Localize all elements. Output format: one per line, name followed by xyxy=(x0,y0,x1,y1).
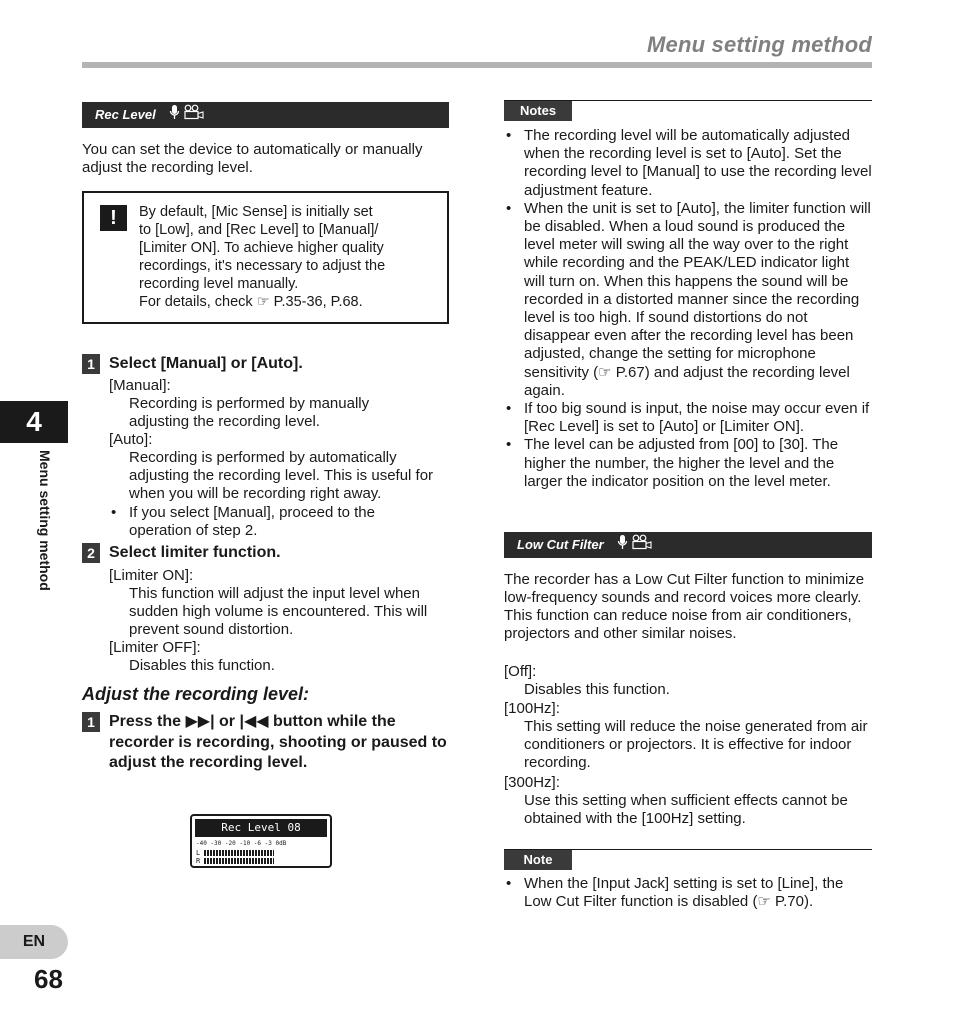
option-desc-300hz: Use this setting when sufficient effects cannot be obtained with the [100Hz] setting. xyxy=(524,792,848,827)
lcd-display xyxy=(190,814,332,868)
caution-text xyxy=(139,203,439,311)
video-camera-icon xyxy=(633,535,651,548)
rec-level-intro: You can set the device to automatically or manually adjust the recording level. xyxy=(82,141,423,176)
option-label-300hz: [300Hz]: xyxy=(504,774,560,791)
option-label-100hz: [100Hz]: xyxy=(504,700,560,717)
adjust-heading: Adjust the recording level: xyxy=(82,684,310,704)
chapter-label: Menu setting method xyxy=(37,450,53,591)
note-item: • If too big sound is input, the noise may occur even if [Rec Level] is set to [Auto] or [Limiter ON]. xyxy=(504,400,874,436)
page-number: 68 xyxy=(34,964,63,994)
language-badge: EN xyxy=(0,925,68,959)
rec-level-heading: Rec Level xyxy=(95,107,156,122)
bullet-item: • If you select [Manual], proceed to the operation of step 2. xyxy=(109,504,427,540)
note-list xyxy=(504,875,872,911)
microphone-icon xyxy=(169,104,205,120)
low-cut-intro: The recorder has a Low Cut Filter function to minimize low-frequency sounds and record voices more clearly. This function can reduce noise from air conditioners, projectors and other similar noises. xyxy=(504,571,865,642)
note-item: • The recording level will be automatically adjusted when the recording level is set to [Auto]. Set the recording level to [Manual] to use the recording level adjustment feature. xyxy=(504,127,874,200)
option-desc-limiter-off: Disables this function. xyxy=(129,657,275,674)
lcd-left-channel: L xyxy=(196,849,201,857)
note-label: Note xyxy=(504,850,572,870)
option-desc-off: Disables this function. xyxy=(524,681,670,698)
caution-line: recording level manually. xyxy=(139,276,299,292)
step-title: Select limiter function. xyxy=(109,544,281,561)
step1-bullet xyxy=(109,504,427,540)
notes-list xyxy=(504,127,874,491)
option-label-manual: [Manual]: xyxy=(109,377,171,394)
option-desc-auto: Recording is performed by automatically adjusting the recording level. This is useful for when you will be recording right away. xyxy=(129,449,434,502)
lcd-scale: -40 -30 -20 -10 -6 -3 0dB xyxy=(196,840,287,847)
chapter-tab: 4 xyxy=(0,401,68,443)
step-title: Select [Manual] or [Auto]. xyxy=(109,355,303,372)
note-item: • The level can be adjusted from [00] to [30]. The higher the number, the higher the level and the larger the indicator position on the level meter. xyxy=(504,436,874,491)
lcd-title: Rec Level 08 xyxy=(195,819,327,837)
option-label-limiter-off: [Limiter OFF]: xyxy=(109,639,201,656)
video-camera-icon xyxy=(185,105,203,118)
note-item: • When the [Input Jack] setting is set to [Line], the Low Cut Filter function is disabled (☞ P.70). xyxy=(504,875,872,911)
rec-level-heading-bar xyxy=(82,102,449,128)
option-desc-manual: Recording is performed by manually adjusting the recording level. xyxy=(129,395,370,430)
notes-label: Notes xyxy=(504,101,572,121)
option-desc-limiter-on: This function will adjust the input level when sudden high volume is encountered. This will prevent sound distortion. xyxy=(129,585,428,638)
option-label-off: [Off]: xyxy=(504,663,537,680)
step-number: 1 xyxy=(82,354,100,374)
step-number: 1 xyxy=(82,712,100,732)
lcd-meter-left xyxy=(204,850,274,856)
low-cut-heading: Low Cut Filter xyxy=(517,537,604,552)
caution-box xyxy=(82,191,449,324)
caution-line: to [Low], and [Rec Level] to [Manual]/ xyxy=(139,222,379,238)
caution-line: [Limiter ON]. To achieve higher quality xyxy=(139,240,384,256)
option-label-auto: [Auto]: xyxy=(109,431,153,448)
caution-line: By default, [Mic Sense] is initially set xyxy=(139,204,373,220)
note-item: • When the unit is set to [Auto], the limiter function will be disabled. When a loud sound is produced the level meter will swing all the way over to the right while recording and the PEAK/LED indicator light will turn on. When this happens the sound will be recorded in a distorted manner since the recording level is too high. If sound distortions do not disappear even after the recording level has been adjusted, change the setting for microphone sensitivity (☞ P.67) and adjust the recording level again. xyxy=(504,200,874,400)
caution-line: For details, check ☞ P.35-36, P.68. xyxy=(139,294,363,310)
step-title: Press the ▶▶| or |◀◀ button while the recorder is recording, shooting or paused to adjust the recording level. xyxy=(109,713,447,771)
option-label-limiter-on: [Limiter ON]: xyxy=(109,567,194,584)
mode-icons xyxy=(617,533,653,559)
step-number: 2 xyxy=(82,543,100,563)
page-header-title: Menu setting method xyxy=(646,32,872,57)
lcd-meter-right xyxy=(204,858,274,864)
low-cut-heading-bar xyxy=(504,532,872,558)
header-rule xyxy=(82,62,872,68)
microphone-icon xyxy=(617,534,653,550)
note-header xyxy=(504,849,872,872)
caution-line: recordings, it's necessary to adjust the xyxy=(139,258,386,274)
warning-icon: ! xyxy=(100,205,127,231)
notes-header xyxy=(504,100,872,123)
mode-icons xyxy=(169,103,205,129)
option-desc-100hz: This setting will reduce the noise generated from air conditioners or projectors. It is effective for indoor recording. xyxy=(524,718,868,771)
lcd-right-channel: R xyxy=(196,857,201,865)
